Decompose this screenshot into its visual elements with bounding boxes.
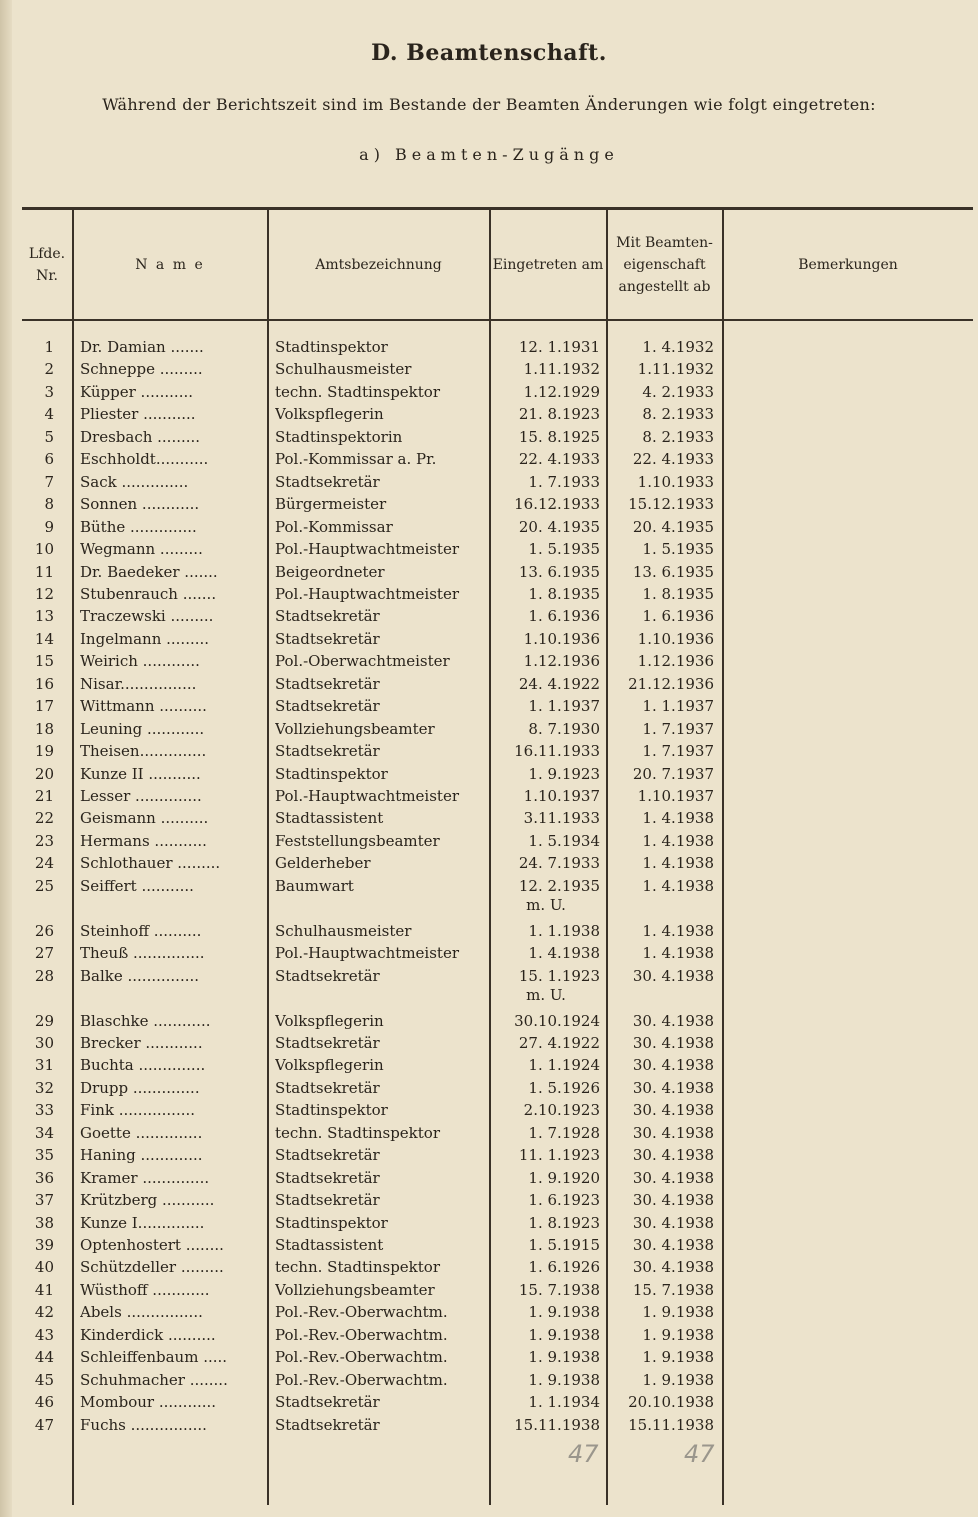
row-number: 37: [34, 1191, 54, 1210]
row-amtsbezeichnung: Vollziehungsbeamter: [275, 1280, 435, 1299]
header-name: N a m e: [135, 256, 205, 273]
row-name: Krützberg ...........: [80, 1191, 215, 1210]
table-row: [22, 718, 973, 740]
row-angestellt: 30. 4.1938: [632, 1123, 714, 1142]
row-amtsbezeichnung: Stadtsekretär: [275, 674, 380, 693]
row-angestellt: 1.10.1933: [637, 472, 714, 491]
row-number: 40: [34, 1258, 54, 1277]
row-number: 46: [34, 1393, 54, 1412]
table-row: [22, 673, 973, 695]
row-amtsbezeichnung: Stadtsekretär: [275, 629, 380, 648]
row-amtsbezeichnung: Pol.-Kommissar: [275, 517, 393, 536]
row-number: 28: [34, 966, 54, 985]
header-eingetreten: Eingetreten am: [492, 256, 604, 273]
row-amtsbezeichnung: Stadtsekretär: [275, 697, 380, 716]
table-row: [22, 1054, 973, 1076]
row-amtsbezeichnung: Pol.-Hauptwachtmeister: [275, 540, 460, 559]
row-eingetreten: 22. 4.1933: [518, 450, 600, 469]
row-amtsbezeichnung: Pol.-Kommissar a. Pr.: [275, 450, 437, 469]
row-name: Fuchs ................: [80, 1415, 207, 1434]
row-number: 17: [34, 697, 54, 716]
row-number: 24: [34, 854, 54, 873]
row-angestellt: 1. 4.1932: [642, 338, 714, 356]
row-amtsbezeichnung: techn. Stadtinspektor: [275, 382, 440, 401]
row-name: Haning .............: [80, 1146, 203, 1165]
row-name: Buchta ..............: [80, 1056, 206, 1075]
row-name: Fink ................: [80, 1101, 196, 1120]
row-eingetreten: 1. 9.1923: [528, 764, 600, 783]
row-name: Abels ................: [80, 1303, 203, 1322]
row-number: 20: [34, 764, 54, 783]
row-name: Pliester ...........: [80, 405, 196, 424]
table-row: [22, 538, 973, 560]
row-number: 23: [34, 831, 54, 850]
row-angestellt: 30. 4.1938: [632, 966, 714, 985]
note-mu: m. U.: [526, 986, 566, 1004]
row-number: 18: [34, 719, 54, 738]
row-name: Theisen..............: [80, 742, 207, 761]
row-number: 26: [34, 921, 54, 940]
row-eingetreten: 1. 7.1928: [528, 1123, 600, 1142]
section-subheading: a) Beamten-Zugänge: [359, 145, 619, 164]
row-amtsbezeichnung: Vollziehungsbeamter: [275, 719, 435, 738]
row-angestellt: 30. 4.1938: [632, 1078, 714, 1097]
row-eingetreten: 1. 5.1926: [528, 1078, 600, 1097]
table-row: [22, 1077, 973, 1099]
row-amtsbezeichnung: Pol.-Hauptwachtmeister: [275, 787, 460, 805]
pencil-annotation: 47: [684, 1440, 715, 1468]
header-mit-beamteneigenschaft: Mit Beamten- eigenschaft angestellt ab: [616, 234, 713, 295]
row-amtsbezeichnung: Stadtassistent: [275, 809, 384, 828]
row-eingetreten: 1. 9.1938: [528, 1325, 600, 1344]
page-binding-shadow: [0, 0, 12, 1517]
table-row: [22, 785, 973, 807]
row-name: Kinderdick ..........: [80, 1325, 216, 1344]
row-amtsbezeichnung: Pol.-Hauptwachtmeister: [275, 944, 460, 963]
row-number: 2: [44, 360, 54, 379]
row-angestellt: 1.12.1936: [637, 652, 714, 671]
row-eingetreten: 16.11.1933: [514, 742, 600, 761]
row-name: Büthe ..............: [80, 517, 197, 536]
table-row: [22, 852, 973, 874]
row-angestellt: 1. 4.1938: [642, 921, 714, 940]
row-eingetreten: 11. 1.1923: [518, 1146, 600, 1165]
row-amtsbezeichnung: Volkspflegerin: [275, 1011, 384, 1030]
row-angestellt: 1. 7.1937: [642, 719, 714, 738]
row-eingetreten: 1. 6.1923: [528, 1191, 600, 1210]
row-name: Sonnen ............: [80, 495, 200, 514]
row-number: 36: [34, 1168, 54, 1187]
table-row: [22, 471, 973, 493]
table-row: [22, 1279, 973, 1301]
row-name: Sack ..............: [80, 472, 189, 491]
table-row: [22, 1346, 973, 1368]
row-amtsbezeichnung: Stadtsekretär: [275, 1393, 380, 1412]
row-eingetreten: 1. 5.1915: [528, 1236, 600, 1254]
row-amtsbezeichnung: Pol.-Rev.-Oberwachtm.: [275, 1348, 448, 1367]
row-number: 4: [44, 405, 54, 424]
row-angestellt: 30. 4.1938: [632, 1236, 714, 1254]
row-amtsbezeichnung: Beigeordneter: [275, 562, 385, 581]
row-angestellt: 30. 4.1938: [632, 1056, 714, 1075]
pencil-annotation: 47: [568, 1440, 599, 1468]
row-amtsbezeichnung: Pol.-Oberwachtmeister: [275, 652, 450, 671]
row-amtsbezeichnung: Schulhausmeister: [275, 921, 412, 940]
row-angestellt: 1. 9.1938: [642, 1325, 714, 1344]
row-eingetreten: 15. 1.1923: [518, 966, 600, 985]
row-name: Stubenrauch .......: [80, 584, 217, 603]
row-name: Steinhoff ..........: [80, 921, 202, 940]
row-number: 47: [34, 1415, 54, 1434]
row-angestellt: 21.12.1936: [628, 674, 714, 693]
table-header-rule: [22, 319, 973, 321]
row-eingetreten: 1. 1.1937: [528, 697, 600, 716]
table-row: [22, 1256, 973, 1278]
row-angestellt: 15.12.1933: [628, 495, 714, 514]
row-angestellt: 30. 4.1938: [632, 1168, 714, 1187]
row-name: Schuhmacher ........: [80, 1370, 228, 1389]
row-name: Wegmann .........: [80, 540, 203, 559]
table-row: [22, 561, 973, 583]
row-angestellt: 1. 4.1938: [642, 876, 714, 895]
row-name: Balke ...............: [80, 966, 200, 985]
row-eingetreten: 12. 1.1931: [518, 338, 600, 356]
row-angestellt: 1. 7.1937: [642, 742, 714, 761]
row-angestellt: 30. 4.1938: [632, 1011, 714, 1030]
row-number: 3: [44, 382, 54, 401]
table-row: [22, 516, 973, 538]
table-row: [22, 1324, 973, 1346]
row-angestellt: 1.11.1932: [637, 360, 714, 379]
table-row: [22, 807, 973, 829]
row-angestellt: 30. 4.1938: [632, 1146, 714, 1165]
row-number: 29: [34, 1011, 54, 1030]
row-name: Lesser ..............: [80, 787, 202, 805]
row-eingetreten: 1.10.1937: [523, 787, 600, 805]
row-angestellt: 1.10.1937: [637, 787, 714, 805]
row-eingetreten: 15. 8.1925: [518, 427, 600, 446]
row-number: 11: [34, 562, 54, 581]
row-amtsbezeichnung: Stadtsekretär: [275, 1033, 380, 1052]
row-eingetreten: 1. 5.1934: [528, 831, 600, 850]
table-row: [22, 358, 973, 380]
table-row: [22, 1212, 973, 1234]
row-number: 10: [34, 540, 54, 559]
table-row: [22, 1010, 973, 1032]
row-eingetreten: 21. 8.1923: [518, 405, 600, 424]
row-name: Ingelmann .........: [80, 629, 210, 648]
table-row: [22, 336, 973, 358]
row-eingetreten: 1. 8.1923: [528, 1213, 600, 1232]
row-amtsbezeichnung: Stadtsekretär: [275, 966, 380, 985]
row-number: 43: [34, 1325, 54, 1344]
table-row: [22, 1414, 973, 1436]
row-eingetreten: 1.12.1936: [523, 652, 600, 671]
row-name: Nisar................: [80, 674, 197, 693]
row-eingetreten: 13. 6.1935: [518, 562, 600, 581]
page-title: D. Beamtenschaft.: [371, 40, 607, 66]
row-amtsbezeichnung: Volkspflegerin: [275, 405, 384, 424]
row-amtsbezeichnung: Schulhausmeister: [275, 360, 412, 379]
row-angestellt: 1.10.1936: [637, 629, 714, 648]
row-amtsbezeichnung: Pol.-Rev.-Oberwachtm.: [275, 1325, 448, 1344]
row-name: Brecker ............: [80, 1033, 203, 1052]
row-angestellt: 20. 7.1937: [632, 764, 714, 783]
row-amtsbezeichnung: Stadtinspektor: [275, 338, 388, 356]
row-name: Schützdeller .........: [80, 1258, 224, 1277]
row-amtsbezeichnung: Stadtinspektorin: [275, 427, 403, 446]
table-row: [22, 426, 973, 448]
row-eingetreten: 3.11.1933: [523, 809, 600, 828]
table-row: [22, 1167, 973, 1189]
row-angestellt: 1. 9.1938: [642, 1370, 714, 1389]
row-eingetreten: 1. 4.1938: [528, 944, 600, 963]
table-row: [22, 493, 973, 515]
row-number: 9: [44, 517, 54, 536]
row-angestellt: 15.11.1938: [628, 1415, 714, 1434]
row-number: 42: [34, 1303, 54, 1322]
table-row: [22, 403, 973, 425]
table-row: [22, 605, 973, 627]
row-name: Seiffert ...........: [80, 876, 194, 895]
row-name: Mombour ............: [80, 1393, 217, 1412]
table-row: [22, 695, 973, 717]
row-angestellt: 15. 7.1938: [632, 1280, 714, 1299]
row-eingetreten: 1. 1.1934: [528, 1393, 600, 1412]
row-angestellt: 30. 4.1938: [632, 1258, 714, 1277]
row-name: Schlothauer .........: [80, 854, 221, 873]
row-angestellt: 13. 6.1935: [632, 562, 714, 581]
row-angestellt: 1. 6.1936: [642, 607, 714, 626]
row-angestellt: 1. 9.1938: [642, 1348, 714, 1367]
row-eingetreten: 1. 9.1938: [528, 1348, 600, 1367]
table-row: [22, 1144, 973, 1166]
row-eingetreten: 1. 6.1926: [528, 1258, 600, 1277]
table-row: [22, 1189, 973, 1211]
table-row: [22, 1234, 973, 1256]
row-number: 6: [44, 450, 54, 469]
row-eingetreten: 1. 6.1936: [528, 607, 600, 626]
note-mu: m. U.: [526, 896, 566, 914]
row-number: 16: [34, 674, 54, 693]
row-number: 34: [34, 1123, 54, 1142]
row-eingetreten: 24. 4.1922: [518, 674, 600, 693]
row-name: Schneppe .........: [80, 360, 203, 379]
row-eingetreten: 1. 5.1935: [528, 540, 600, 559]
row-name: Traczewski .........: [80, 607, 214, 626]
row-eingetreten: 20. 4.1935: [518, 517, 600, 536]
row-amtsbezeichnung: Pol.-Hauptwachtmeister: [275, 584, 460, 603]
row-angestellt: 1. 4.1938: [642, 831, 714, 850]
row-eingetreten: 1.12.1929: [523, 382, 600, 401]
table-row: [22, 1122, 973, 1144]
row-eingetreten: 24. 7.1933: [518, 854, 600, 873]
header-nr: Lfde. Nr.: [28, 245, 66, 284]
row-name: Dresbach .........: [80, 427, 201, 446]
row-number: 13: [34, 607, 54, 626]
table-row: [22, 1369, 973, 1391]
row-eingetreten: 30.10.1924: [514, 1011, 600, 1030]
row-amtsbezeichnung: Stadtsekretär: [275, 1191, 380, 1210]
row-angestellt: 20. 4.1935: [632, 517, 714, 536]
table-row: [22, 920, 973, 942]
row-number: 1: [44, 338, 54, 356]
row-name: Leuning ............: [80, 719, 205, 738]
row-number: 12: [34, 584, 54, 603]
row-name: Hermans ...........: [80, 831, 207, 850]
row-angestellt: 30. 4.1938: [632, 1101, 714, 1120]
row-name: Geismann ..........: [80, 809, 209, 828]
table-row: [22, 942, 973, 964]
row-eingetreten: 1. 8.1935: [528, 584, 600, 603]
header-amt: Amtsbezeichnung: [315, 256, 442, 273]
row-eingetreten: 1.11.1932: [523, 360, 600, 379]
row-angestellt: 30. 4.1938: [632, 1033, 714, 1052]
table-row: [22, 628, 973, 650]
row-angestellt: 1. 8.1935: [642, 584, 714, 603]
row-number: 19: [34, 742, 54, 761]
row-amtsbezeichnung: Volkspflegerin: [275, 1056, 384, 1075]
row-name: Goette ..............: [80, 1123, 203, 1142]
row-name: Küpper ...........: [80, 382, 194, 401]
row-amtsbezeichnung: Stadtsekretär: [275, 472, 380, 491]
row-name: Drupp ..............: [80, 1078, 200, 1097]
row-amtsbezeichnung: Stadtinspektor: [275, 764, 388, 783]
table-row: [22, 830, 973, 852]
row-number: 21: [34, 787, 54, 805]
row-name: Kunze II ...........: [80, 764, 201, 783]
row-angestellt: 22. 4.1933: [632, 450, 714, 469]
row-number: 7: [44, 472, 54, 491]
row-name: Weirich ............: [80, 652, 200, 671]
row-name: Dr. Baedeker .......: [80, 562, 218, 581]
row-angestellt: 8. 2.1933: [642, 405, 714, 424]
row-amtsbezeichnung: techn. Stadtinspektor: [275, 1258, 440, 1277]
row-angestellt: 8. 2.1933: [642, 427, 714, 446]
row-eingetreten: 1. 9.1920: [528, 1168, 600, 1187]
row-name: Optenhostert ........: [80, 1236, 224, 1254]
row-name: Wittmann ..........: [80, 697, 207, 716]
row-number: 31: [34, 1056, 54, 1075]
row-eingetreten: 1. 1.1938: [528, 921, 600, 940]
table-row: [22, 1301, 973, 1323]
table-row: [22, 1391, 973, 1413]
row-amtsbezeichnung: Gelderheber: [275, 854, 371, 873]
row-eingetreten: 1. 9.1938: [528, 1370, 600, 1389]
row-number: 30: [34, 1033, 54, 1052]
row-angestellt: 1. 1.1937: [642, 697, 714, 716]
row-eingetreten: 1. 9.1938: [528, 1303, 600, 1322]
row-angestellt: 1. 4.1938: [642, 809, 714, 828]
row-name: Eschholdt...........: [80, 450, 209, 469]
beamten-table: [22, 207, 973, 1507]
row-eingetreten: 2.10.1923: [523, 1101, 600, 1120]
row-amtsbezeichnung: Bürgermeister: [275, 495, 387, 514]
row-number: 44: [34, 1348, 54, 1367]
row-amtsbezeichnung: Pol.-Rev.-Oberwachtm.: [275, 1303, 448, 1322]
row-name: Blaschke ............: [80, 1011, 211, 1030]
table-row: [22, 740, 973, 762]
row-number: 32: [34, 1078, 54, 1097]
row-angestellt: 1. 9.1938: [642, 1303, 714, 1322]
row-eingetreten: 1. 7.1933: [528, 472, 600, 491]
row-angestellt: 30. 4.1938: [632, 1191, 714, 1210]
row-eingetreten: 16.12.1933: [514, 495, 600, 514]
row-amtsbezeichnung: Stadtsekretär: [275, 1168, 380, 1187]
row-name: Schleiffenbaum .....: [80, 1348, 228, 1367]
row-eingetreten: 1. 1.1924: [528, 1056, 600, 1075]
table-row: [22, 448, 973, 470]
row-name: Dr. Damian .......: [80, 338, 204, 356]
row-eingetreten: 8. 7.1930: [528, 719, 600, 738]
row-number: 5: [44, 427, 54, 446]
row-angestellt: 1. 5.1935: [642, 540, 714, 559]
table-row: [22, 1099, 973, 1121]
row-number: 38: [34, 1213, 54, 1232]
row-number: 39: [34, 1236, 54, 1254]
row-number: 35: [34, 1146, 54, 1165]
row-number: 33: [34, 1101, 54, 1120]
table-row: [22, 763, 973, 785]
row-number: 25: [34, 876, 54, 895]
row-angestellt: 30. 4.1938: [632, 1213, 714, 1232]
row-amtsbezeichnung: Stadtsekretär: [275, 1078, 380, 1097]
row-name: Kunze I..............: [80, 1213, 205, 1232]
intro-text: Während der Berichtszeit sind im Bestande der Beamten Änderungen wie folgt eingetreten:: [102, 95, 876, 114]
row-amtsbezeichnung: Stadtinspektor: [275, 1213, 388, 1232]
row-eingetreten: 15.11.1938: [514, 1415, 600, 1434]
row-eingetreten: 1.10.1936: [523, 629, 600, 648]
header-bemerkungen: Bemerkungen: [798, 256, 898, 273]
row-amtsbezeichnung: Stadtassistent: [275, 1236, 384, 1254]
row-name: Theuß ...............: [80, 944, 205, 963]
row-amtsbezeichnung: Feststellungsbeamter: [275, 831, 440, 850]
row-angestellt: 4. 2.1933: [642, 382, 714, 401]
row-amtsbezeichnung: Pol.-Rev.-Oberwachtm.: [275, 1370, 448, 1389]
table-row: [22, 650, 973, 672]
row-name: Wüsthoff ............: [80, 1280, 210, 1299]
row-amtsbezeichnung: Stadtsekretär: [275, 1415, 380, 1434]
row-amtsbezeichnung: Stadtsekretär: [275, 1146, 380, 1165]
row-number: 14: [34, 629, 54, 648]
row-eingetreten: 15. 7.1938: [518, 1280, 600, 1299]
row-angestellt: 1. 4.1938: [642, 944, 714, 963]
row-name: Kramer ..............: [80, 1168, 210, 1187]
table-row: [22, 583, 973, 605]
row-number: 15: [34, 652, 54, 671]
table-row: [22, 381, 973, 403]
row-number: 45: [34, 1370, 54, 1389]
row-eingetreten: 12. 2.1935: [518, 876, 600, 895]
row-amtsbezeichnung: Stadtsekretär: [275, 742, 380, 761]
row-number: 41: [34, 1280, 54, 1299]
row-amtsbezeichnung: techn. Stadtinspektor: [275, 1123, 440, 1142]
table-row: [22, 1032, 973, 1054]
row-eingetreten: 27. 4.1922: [518, 1033, 600, 1052]
row-number: 27: [34, 944, 54, 963]
row-angestellt: 1. 4.1938: [642, 854, 714, 873]
row-number: 8: [44, 495, 54, 514]
row-number: 22: [34, 809, 54, 828]
row-amtsbezeichnung: Stadtinspektor: [275, 1101, 388, 1120]
row-angestellt: 20.10.1938: [628, 1393, 714, 1412]
row-amtsbezeichnung: Stadtsekretär: [275, 607, 380, 626]
row-amtsbezeichnung: Baumwart: [275, 876, 354, 895]
